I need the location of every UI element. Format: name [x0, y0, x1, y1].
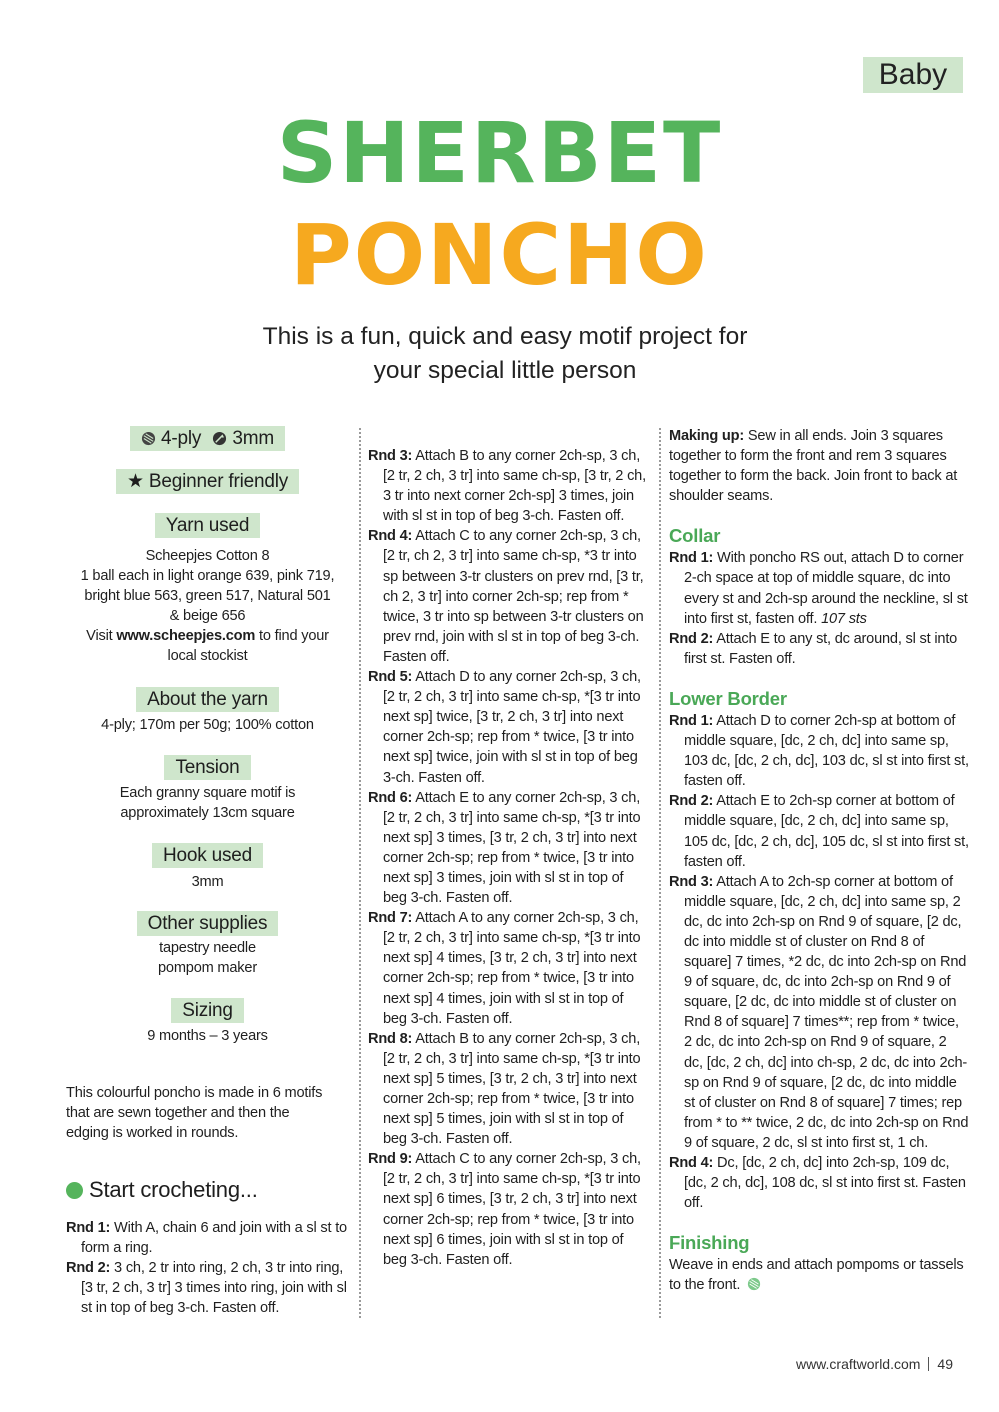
yarn-line: & beige 656: [169, 608, 246, 625]
round-text: Attach E to any st, dc around, sl st into first st. Fasten off.: [684, 630, 958, 667]
yarn-ball-icon: [141, 431, 156, 446]
sizing-text: 9 months – 3 years: [147, 1028, 268, 1045]
hook-used-text: 3mm: [191, 873, 224, 890]
round-label: Rnd 2:: [669, 793, 714, 810]
tension-line: Each granny square motif is: [119, 784, 296, 801]
end-yarn-ball-icon: [747, 1277, 761, 1291]
tension-text: [60, 783, 355, 823]
column-divider-2: [659, 428, 661, 1318]
sizing-heading: Sizing: [171, 998, 244, 1023]
round-text: Attach A to 2ch-sp corner at bottom of middle square, [dc, 2 ch, dc] into same sp, 2 dc, dc into 2ch-sp on Rnd 9 of square, [2 dc, dc into middle st of cluster on Rnd 8 of square] 7 times, *2 dc, dc into 2ch-sp on Rnd 9 of square, dc, dc into 2ch-sp on Rnd 9 of square, [2 dc, dc into middle st of cluster on Rnd 8 of square] 7 times**; rep from * twice, 2 dc, dc into 2ch-sp on Rnd 9 of square, 2 dc, [dc, 2 ch, dc] into ch-sp, 2 dc, dc into 2ch-sp on Rnd 9 of square, [2 dc, dc into middle st of cluster on Rnd 8 of square] 7 times; rep from * to ** twice, 2 dc, dc into 2ch-sp on Rnd 9 of square, 2 dc, sl st into first st, 1 ch.: [684, 873, 969, 1151]
round-label: Rnd 2:: [66, 1259, 111, 1276]
making-up-label: Making up:: [669, 428, 745, 444]
star-icon: ★: [126, 471, 144, 492]
visit-line: [60, 626, 355, 646]
yarn-specs: [60, 426, 355, 451]
intro-line: edging is worked in rounds.: [66, 1125, 239, 1142]
making-up-text: Sew in all ends. Join 3 squares together to form the front and rem 3 squares together to form the back. Join front to back at shoulder seams.: [669, 428, 958, 505]
tension-heading: Tension: [164, 755, 250, 780]
round-label: Rnd 4:: [669, 1155, 714, 1171]
round-text: Attach B to any corner 2ch-sp, 3 ch, [2 tr, 2 ch, 3 tr] into same ch-sp, [3 tr, 2 ch, 3 tr into next corner 2ch-sp] 3 times, join with sl st in top of beg 3-ch. Fasten off.: [383, 448, 646, 525]
tension-line: approximately 13cm square: [120, 804, 295, 821]
pattern-round: [669, 791, 969, 871]
section-tag: Baby: [863, 57, 963, 93]
yarn-line: Scheepjes Cotton 8: [145, 548, 270, 564]
subtitle-line-1: This is a fun, quick and easy motif project for: [262, 323, 748, 350]
intro-line: that are sewn together and then the: [66, 1105, 290, 1122]
round-label: Rnd 3:: [368, 448, 413, 464]
pattern-round: [669, 629, 969, 669]
visit-suffix: to find your: [255, 628, 329, 645]
pattern-column: [368, 426, 648, 1270]
subtitle: [150, 320, 860, 388]
finishing-heading: Finishing: [669, 1232, 750, 1254]
supplies-text: [60, 938, 355, 978]
level-pill: [116, 469, 299, 494]
round-label: Rnd 2:: [669, 630, 714, 647]
yarn-used-text: [60, 546, 355, 667]
round-label: Rnd 1:: [66, 1219, 111, 1236]
subtitle-line-2: your special little person: [373, 357, 637, 384]
supply-item: pompom maker: [158, 960, 257, 977]
yarn-used-heading: Yarn used: [155, 513, 260, 538]
round-text: Attach C to any corner 2ch-sp, 3 ch, [2 tr, 2 ch, 3 tr] into same ch-sp, *[3 tr into next sp] 6 times, [3 tr, 2 ch, 3 tr] into next corner 2ch-sp; rep from * twice, [3 tr into next sp] 6 times, join with sl st in top of beg 3-ch. Fasten off.: [383, 1151, 641, 1268]
round-text: Attach C to any corner 2ch-sp, 3 ch, [2 tr, ch 2, 3 tr] into same ch-sp, *3 tr into sp between 3-tr clusters on prev rnd, [3 tr, ch 2, 3 tr] into corner 2ch-sp; rep from * twice, 3 tr into sp between 3-tr clusters on prev rnd, join with sl st in top of beg 3-ch. Fasten off.: [383, 528, 644, 665]
round-label: Rnd 8:: [368, 1030, 413, 1047]
about-yarn-heading: About the yarn: [136, 687, 279, 712]
page-footer: [796, 1356, 953, 1372]
round-label: Rnd 1:: [669, 712, 714, 729]
about-yarn-text: 4-ply; 170m per 50g; 100% cotton: [101, 716, 314, 733]
column-divider-1: [359, 428, 361, 1318]
round-text: Attach A to any corner 2ch-sp, 3 ch, [2 tr, 2 ch, 3 tr] into same ch-sp, *[3 tr into next sp] 4 times, [3 tr, 2 ch, 3 tr] into next corner 2ch-sp; rep from * twice, [3 tr into next sp] 4 times, join with sl st in top of beg 3-ch. Fasten off.: [383, 910, 641, 1027]
website-link[interactable]: www.scheepjes.com: [116, 628, 256, 645]
finishing-column: [669, 426, 969, 1295]
start-heading-text: Start crocheting...: [89, 1176, 258, 1202]
lower-border-heading: Lower Border: [669, 687, 787, 709]
making-up: [669, 426, 969, 506]
round-text: Attach D to corner 2ch-sp at bottom of middle square, [dc, 2 ch, dc] into same sp, 103 dc, [dc, 2 ch, dc], 103 dc, sl st into first st, fasten off.: [684, 712, 969, 790]
pattern-round: [368, 526, 648, 667]
round-text: Dc, [dc, 2 ch, dc] into 2ch-sp, 109 dc, [dc, 2 ch, dc], 108 dc, sl st into first st. Fasten off.: [684, 1155, 966, 1212]
pattern-round: [669, 711, 969, 791]
round-text: With poncho RS out, attach D to corner 2-ch space at top of middle square, dc into every st and 2ch-sp around the neckline, sl st into first st, fasten off.: [684, 550, 968, 627]
intro-line: This colourful poncho is made in 6 motifs: [66, 1085, 323, 1102]
round-label: Rnd 7:: [368, 910, 413, 927]
hook-used-heading: Hook used: [152, 843, 263, 868]
round-label: Rnd 9:: [368, 1151, 413, 1168]
weight-label: 4-ply: [161, 428, 202, 449]
pattern-round: [368, 1149, 648, 1270]
start-heading: [60, 1176, 355, 1204]
visit-prefix: Visit: [86, 628, 117, 645]
pattern-round: [66, 1258, 355, 1318]
sidebar-column: [60, 426, 355, 1318]
weight-hook-pill: [130, 426, 285, 451]
pattern-round: [368, 788, 648, 909]
round-text: With A, chain 6 and join with a sl st to form a ring.: [81, 1219, 347, 1256]
pattern-round: [368, 908, 648, 1029]
title-line-2: PONCHO: [290, 206, 709, 304]
bullet-dot-icon: [66, 1182, 83, 1199]
round-label: Rnd 6:: [368, 789, 413, 806]
visit-line-2: local stockist: [167, 648, 248, 665]
pattern-round: [669, 872, 969, 1153]
footer-site: www.craftworld.com: [795, 1356, 921, 1372]
round-label: Rnd 3:: [669, 873, 714, 890]
finishing-body: Weave in ends and attach pompoms or tassels to the front.: [669, 1257, 964, 1294]
collar-heading: Collar: [669, 525, 721, 547]
pattern-round: [669, 1153, 969, 1213]
intro-text: [60, 1083, 355, 1143]
pattern-round: [368, 446, 648, 526]
hook-icon: [212, 431, 227, 446]
footer-separator: [928, 1357, 929, 1371]
title-line-1: SHERBET: [276, 104, 723, 202]
pattern-round: [368, 1029, 648, 1150]
round-text: Attach E to any corner 2ch-sp, 3 ch, [2 tr, 2 ch, 3 tr] into same ch-sp, *[3 tr into next sp] 3 times, [3 tr, 2 ch, 3 tr] into next corner 2ch-sp; rep from * twice, [3 tr into next sp] 3 times, join with sl st in top of beg 3-ch. Fasten off.: [383, 789, 641, 907]
round-label: Rnd 1:: [669, 550, 714, 567]
round-label: Rnd 4:: [368, 528, 413, 545]
hook-size-label: 3mm: [232, 428, 275, 449]
round-text: 3 ch, 2 tr into ring, 2 ch, 3 tr into ring, [3 tr, 2 ch, 3 tr] 3 times into ring, join with sl st in top of beg 3-ch. Fasten off.: [81, 1259, 347, 1316]
yarn-line: bright blue 563, green 517, Natural 501: [84, 588, 331, 605]
round-text: Attach B to any corner 2ch-sp, 3 ch, [2 tr, 2 ch, 3 tr] into same ch-sp, *[3 tr into next sp] 5 times, [3 tr, 2 ch, 3 tr] into next corner 2ch-sp; rep from * twice, [3 tr into next sp] 5 times, join with sl st in top of beg 3-ch. Fasten off.: [383, 1030, 641, 1148]
round-text: Attach E to 2ch-sp corner at bottom of middle square, [dc, 2 ch, dc] into same sp, 105 dc, [dc, 2 ch, dc], 105 dc, sl st into first st, fasten off.: [684, 793, 969, 870]
stitch-count: 107 sts: [821, 610, 867, 627]
pattern-round: [66, 1218, 355, 1258]
page-number: 49: [937, 1356, 953, 1372]
level-label: Beginner friendly: [148, 471, 289, 492]
round-label: Rnd 5:: [368, 669, 413, 686]
pattern-round: [669, 548, 969, 628]
pattern-round: [368, 667, 648, 788]
other-supplies-heading: Other supplies: [137, 911, 279, 936]
round-text: Attach D to any corner 2ch-sp, 3 ch, [2 tr, 2 ch, 3 tr] into same ch-sp, *[3 tr into next sp] twice, [3 tr, 2 ch, 3 tr] into next corner 2ch-sp; rep from * twice, [3 tr into next sp] twice, join with sl st in top of beg 3-ch. Fasten off.: [383, 669, 641, 786]
supply-item: tapestry needle: [159, 939, 256, 956]
finishing-text: [669, 1255, 969, 1295]
yarn-line: 1 ball each in light orange 639, pink 719,: [80, 568, 335, 585]
